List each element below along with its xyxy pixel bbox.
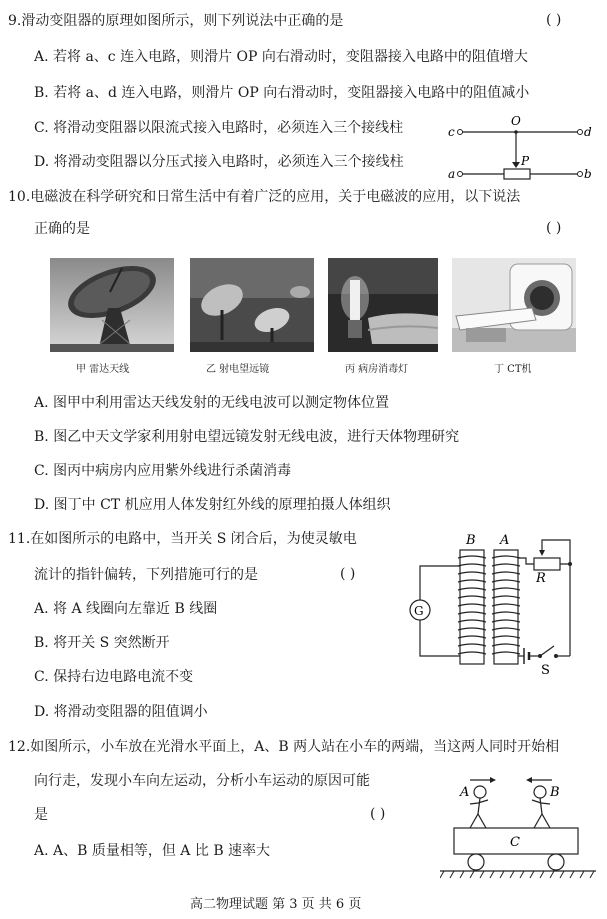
label-person-A: A [460, 785, 470, 800]
q11-circuit-diagram [404, 528, 594, 678]
q12-cart-diagram [440, 772, 600, 884]
q12-answer-paren: ( ) [370, 806, 386, 822]
label-coil-B: B [466, 533, 476, 548]
caption-ding: 丁 CT机 [494, 364, 532, 375]
photo-ct-machine [452, 258, 576, 352]
label-person-B: B [550, 785, 560, 800]
q10-option-b: B. 图乙中天文学家利用射电望远镜发射无线电波，进行天体物理研究 [34, 429, 460, 445]
q11-option-d: D. 将滑动变阻器的阻值调小 [34, 704, 208, 720]
q11-option-a: A. 将 A 线圈向左靠近 B 线圈 [34, 601, 218, 617]
q10-answer-paren: ( ) [546, 220, 562, 236]
q11-answer-paren: ( ) [340, 566, 356, 582]
caption-bing: 丙 病房消毒灯 [345, 364, 409, 375]
label-a: a [448, 167, 456, 181]
caption-jia: 甲 雷达天线 [76, 364, 130, 375]
page-footer: 高二物理试题 第 3 页 共 6 页 [190, 897, 362, 912]
q10-option-c: C. 图丙中病房内应用紫外线进行杀菌消毒 [34, 463, 292, 479]
label-P: P [521, 154, 530, 168]
q11-stem-line1: 11.在如图所示的电路中，当开关 S 闭合后，为使灵敏电 [8, 531, 357, 547]
q11-option-b: B. 将开关 S 突然断开 [34, 635, 170, 651]
photo-ward-uv-lamp [328, 258, 438, 352]
q12-stem-line1: 12.如图所示，小车放在光滑水平面上，A、B 两人站在小车的两端，当这两人同时开始相 [8, 739, 560, 755]
label-cart-C: C [510, 835, 520, 850]
q10-stem-line2: 正确的是 [34, 221, 90, 237]
q12-stem-line3: 是 [34, 807, 48, 823]
photo-radio-telescope [190, 258, 314, 352]
q10-stem-line1: 10.电磁波在科学研究和日常生活中有着广泛的应用，关于电磁波的应用，以下说法 [8, 189, 521, 205]
q9-option-c: C. 将滑动变阻器以限流式接入电路时，必须连入三个接线柱 [34, 120, 404, 136]
q10-option-a: A. 图甲中利用雷达天线发射的无线电波可以测定物体位置 [34, 395, 390, 411]
photo-radar-antenna [50, 258, 174, 352]
q12-stem-line2: 向行走，发现小车向左运动，分析小车运动的原因可能 [34, 773, 370, 789]
q9-answer-paren: ( ) [546, 12, 562, 28]
label-d: d [584, 125, 592, 139]
q12-option-a: A. A、B 质量相等，但 A 比 B 速率大 [34, 843, 271, 859]
label-G: G [414, 604, 424, 618]
label-O: O [511, 114, 521, 128]
label-R: R [536, 571, 546, 586]
q9-option-d: D. 将滑动变阻器以分压式接入电路时，必须连入三个接线柱 [34, 154, 404, 170]
q10-option-d: D. 图丁中 CT 机应用人体发射红外线的原理拍摄人体组织 [34, 497, 391, 513]
label-coil-A: A [500, 533, 510, 548]
q9-option-b: B. 若将 a、d 连入电路，则滑片 OP 向右滑动时，变阻器接入电路中的阻值减小 [34, 85, 530, 101]
label-b: b [584, 167, 592, 181]
label-S: S [541, 663, 550, 678]
q9-stem: 9.滑动变阻器的原理如图所示，则下列说法中正确的是 [8, 13, 344, 29]
q9-rheostat-diagram [438, 110, 598, 190]
label-c: c [448, 125, 455, 139]
q11-stem-line2: 流计的指针偏转，下列措施可行的是 [34, 567, 258, 583]
q9-option-a: A. 若将 a、c 连入电路，则滑片 OP 向右滑动时，变阻器接入电路中的阻值增大 [34, 49, 528, 65]
caption-yi: 乙 射电望远镜 [206, 364, 270, 375]
q11-option-c: C. 保持右边电路电流不变 [34, 669, 194, 685]
